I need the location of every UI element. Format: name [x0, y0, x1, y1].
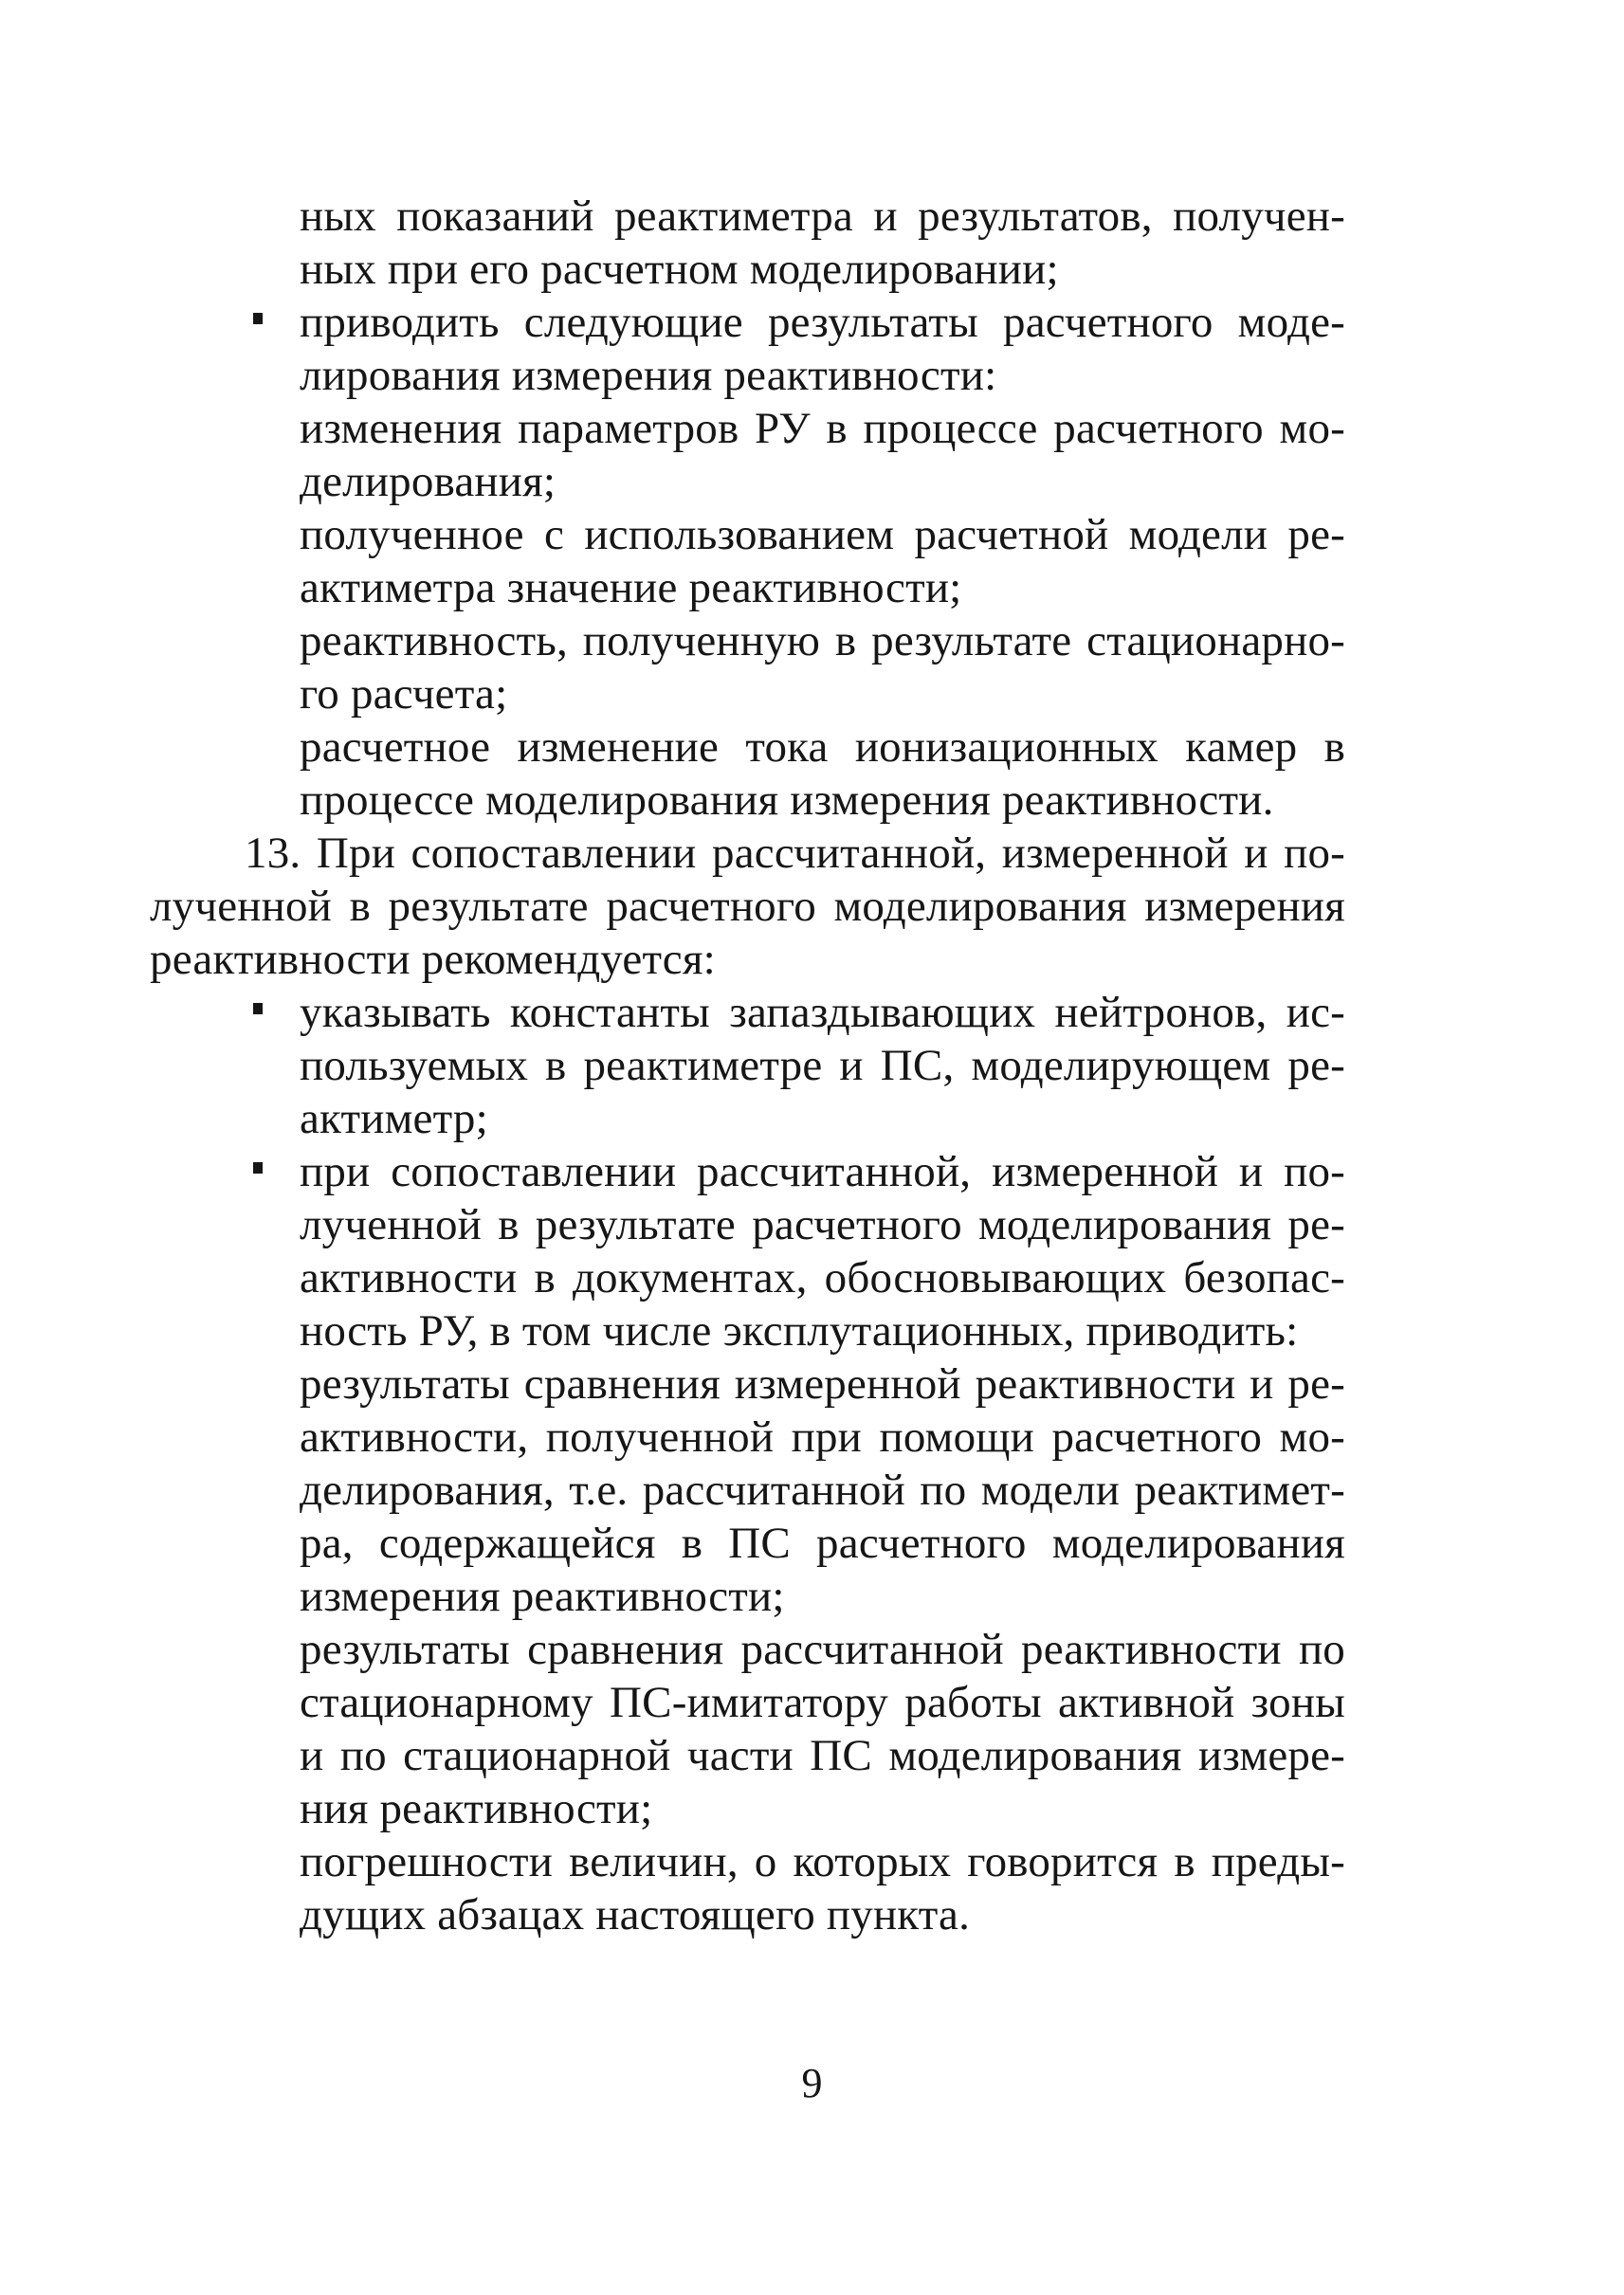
- text-line: актиметра значение реактивности;: [300, 563, 962, 612]
- text-line: ния реактивности;: [300, 1784, 653, 1833]
- text-line: лирования измерения реактивности:: [300, 351, 997, 400]
- text-line: пользуемых в реактиметре и ПС, моделирующем ре-: [300, 1041, 1345, 1090]
- text-line: реактивности рекомендуется:: [150, 935, 716, 984]
- text-line: результаты сравнения измеренной реактивности и ре-: [300, 1359, 1345, 1409]
- text-line: ных показаний реактиметра и результатов, получен-: [300, 191, 1345, 241]
- text-line: стационарному ПС-имитатору работы активной зоны: [300, 1678, 1345, 1727]
- text-line: процессе моделирования измерения реактивности.: [300, 775, 1274, 825]
- text-line: 13. При сопоставлении рассчитанной, измеренной и по-: [245, 829, 1345, 878]
- text-line: изменения параметров РУ в процессе расчетного мо-: [300, 404, 1345, 453]
- bullet-icon: [253, 313, 263, 324]
- text-line: указывать константы запаздывающих нейтронов, ис-: [300, 988, 1345, 1037]
- page-number: 9: [801, 2060, 823, 2106]
- text-line: результаты сравнения рассчитанной реактивности по: [300, 1625, 1345, 1674]
- text-line: измерения реактивности;: [300, 1572, 785, 1621]
- text-line: реактивность, полученную в результате стационарно-: [300, 616, 1345, 665]
- text-line: полученное с использованием расчетной модели ре-: [300, 510, 1345, 559]
- text-line: го расчета;: [300, 669, 508, 719]
- text-line: расчетное изменение тока ионизационных камер в: [300, 722, 1345, 772]
- text-line: дущих абзацах настоящего пункта.: [300, 1890, 971, 1940]
- text-line: активности, полученной при помощи расчетного мо-: [300, 1412, 1345, 1462]
- text-line: и по стационарной части ПС моделирования измере-: [300, 1731, 1345, 1780]
- text-line: актиметр;: [300, 1094, 488, 1143]
- text-line: ра, содержащейся в ПС расчетного моделирования: [300, 1519, 1345, 1568]
- text-line: делирования, т.е. рассчитанной по модели реактимет-: [300, 1466, 1345, 1515]
- text-line: активности в документах, обосновывающих безопас-: [300, 1253, 1345, 1302]
- text-line: при сопоставлении рассчитанной, измеренной и по-: [300, 1147, 1345, 1196]
- text-line: приводить следующие результаты расчетного моде-: [300, 298, 1345, 347]
- text-line: ность РУ, в том числе эксплутационных, приводить:: [300, 1306, 1299, 1356]
- bullet-icon: [253, 1162, 263, 1174]
- text-line: ных при его расчетном моделировании;: [300, 245, 1059, 294]
- text-line: лученной в результате расчетного моделирования измерения: [150, 882, 1345, 931]
- text-line: лученной в результате расчетного моделирования ре-: [300, 1200, 1345, 1249]
- text-line: делирования;: [300, 457, 557, 506]
- text-line: погрешности величин, о которых говорится в преды-: [300, 1837, 1345, 1886]
- bullet-icon: [253, 1003, 263, 1014]
